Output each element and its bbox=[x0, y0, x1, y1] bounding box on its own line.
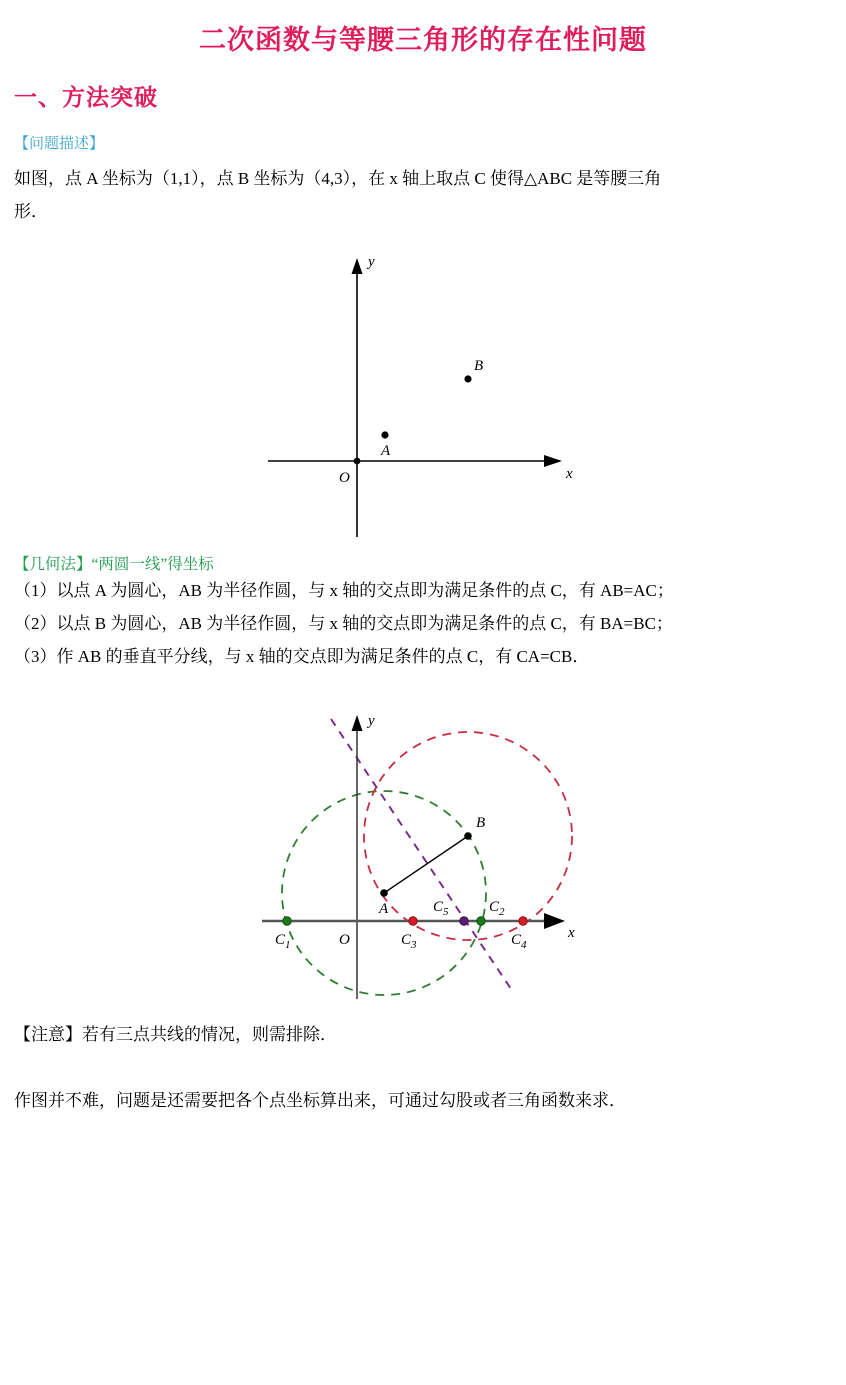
figure-2-two-circles-one-line bbox=[0, 699, 846, 1009]
point-C3-label: $C_3$ bbox=[401, 932, 417, 951]
note-line bbox=[0, 1019, 846, 1051]
point-C1-dot bbox=[283, 917, 291, 925]
section-heading-method: 一、方法突破 bbox=[14, 85, 158, 110]
origin-label: O bbox=[339, 470, 350, 486]
origin-label: O bbox=[339, 932, 350, 948]
point-B-dot bbox=[464, 375, 471, 382]
perpendicular-bisector-line bbox=[331, 719, 513, 992]
point-A-dot bbox=[380, 889, 388, 897]
point-A-label: A bbox=[381, 443, 391, 459]
point-B-dot bbox=[464, 832, 472, 840]
geometry-method-tag-rest: “两圆一线”得坐标 bbox=[91, 556, 214, 573]
problem-statement-line-1: 如图，点 A 坐标为（1,1），点 B 坐标为（4,3），在 x 轴上取点 C 使得△ABC 是等腰三角 bbox=[14, 169, 662, 188]
method-step-1: （1）以点 A 为圆心，AB 为半径作圆，与 x 轴的交点即为满足条件的点 C，有 AB=AC； bbox=[14, 581, 674, 600]
point-C2-label: $C_2$ bbox=[489, 899, 505, 918]
note-tag: 【注意】 bbox=[14, 1025, 82, 1044]
method-step-2: （2）以点 B 为圆心，AB 为半径作圆，与 x 轴的交点即为满足条件的点 C，有 BA=BC； bbox=[14, 614, 673, 633]
point-C4-dot bbox=[519, 917, 527, 925]
point-C1-label: $C_1$ bbox=[275, 932, 291, 951]
point-C5-dot bbox=[460, 917, 468, 925]
point-C4-label: $C_4$ bbox=[511, 932, 527, 951]
x-axis-label: x bbox=[566, 466, 573, 482]
origin-dot bbox=[354, 458, 361, 465]
problem-statement-line-2: 形． bbox=[14, 202, 48, 221]
segment-AB bbox=[384, 836, 468, 893]
x-axis-arrow bbox=[544, 913, 565, 929]
point-C3-dot bbox=[409, 917, 417, 925]
note-text: 若有三点共线的情况，则需排除． bbox=[82, 1025, 337, 1044]
figure-1-container bbox=[0, 242, 846, 542]
x-axis-arrow bbox=[544, 455, 562, 467]
point-C2-dot bbox=[477, 917, 485, 925]
problem-description-tag: 【问题描述】 bbox=[14, 136, 105, 152]
geometry-method-tag bbox=[0, 552, 846, 574]
method-step-3: （3）作 AB 的垂直平分线，与 x 轴的交点即为满足条件的点 C，有 CA=CB． bbox=[14, 647, 590, 666]
y-axis-arrow bbox=[352, 258, 363, 274]
point-A-label: A bbox=[379, 901, 389, 917]
point-B-label: B bbox=[474, 358, 484, 374]
point-B-label: B bbox=[476, 815, 486, 831]
y-axis-label: y bbox=[368, 254, 375, 270]
point-C5-label: $C_5$ bbox=[433, 899, 449, 918]
geometry-method-tag-bracket: 【几何法】 bbox=[14, 556, 92, 573]
y-axis-label: y bbox=[368, 713, 375, 729]
x-axis-label: x bbox=[568, 925, 575, 941]
figure-2-container bbox=[0, 699, 846, 1009]
point-A-dot bbox=[381, 431, 388, 438]
y-axis-arrow bbox=[352, 715, 363, 731]
figure-1-coordinate-plane bbox=[0, 242, 846, 542]
page-title: 二次函数与等腰三角形的存在性问题 bbox=[199, 25, 647, 55]
closing-paragraph: 作图并不难，问题是还需要把各个点坐标算出来，可通过勾股或者三角函数来求． bbox=[14, 1091, 626, 1110]
